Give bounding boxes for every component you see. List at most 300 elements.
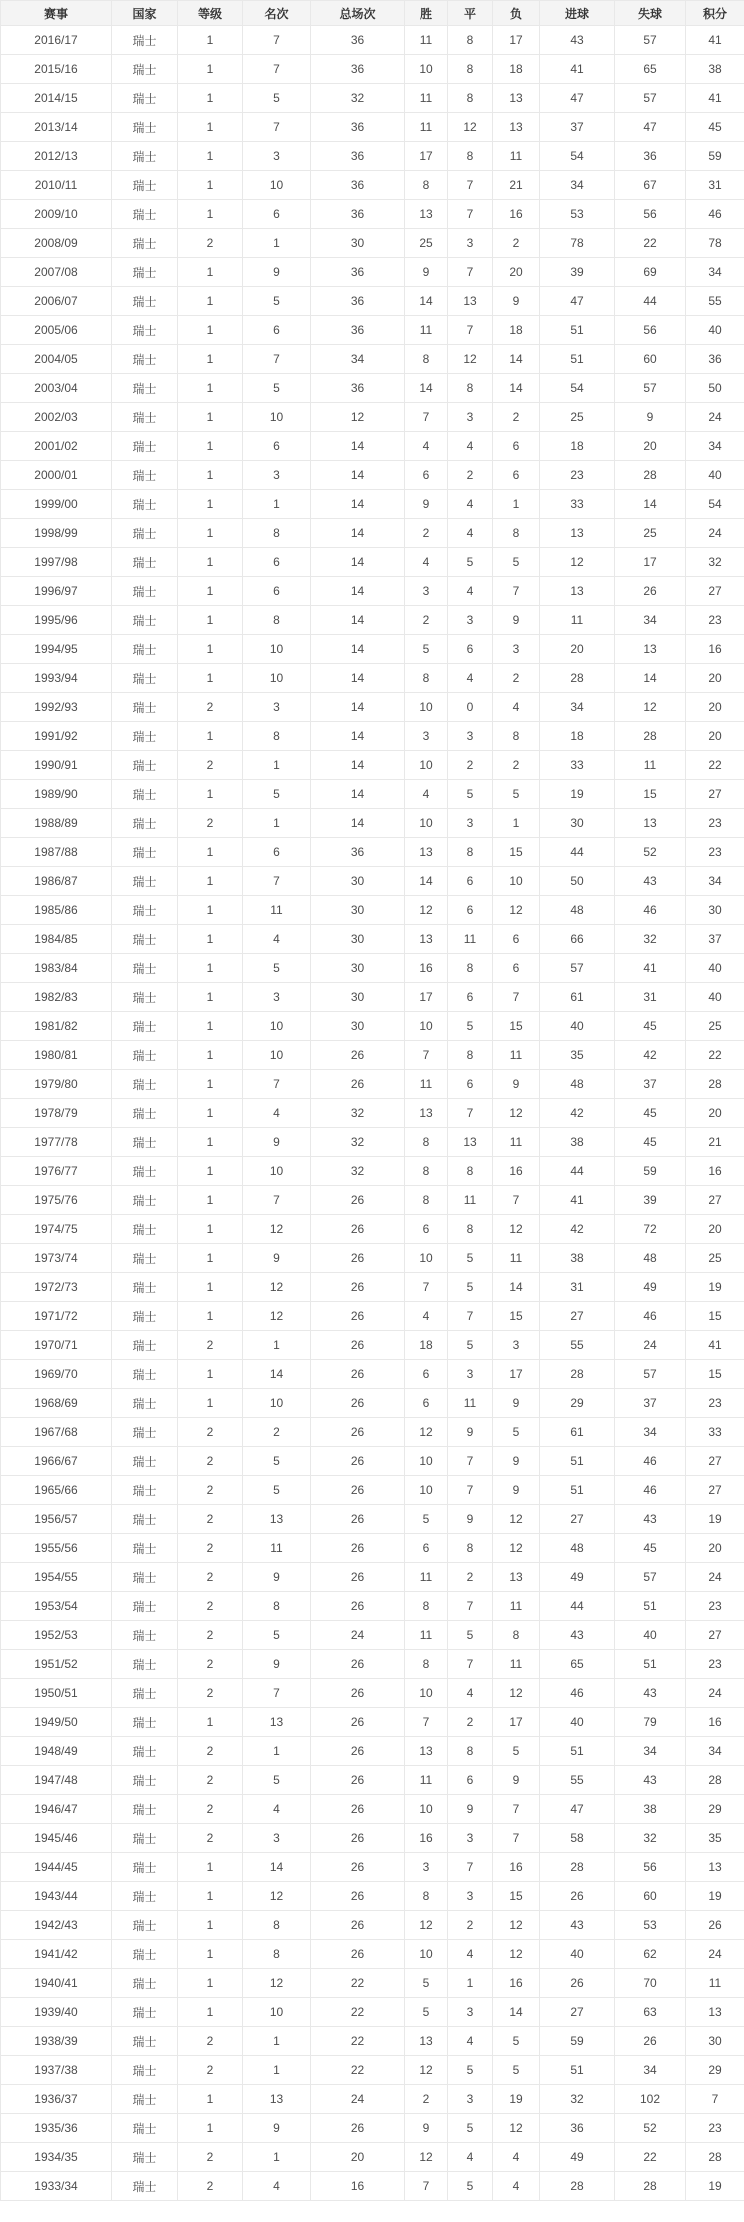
cell-rank: 1: [243, 490, 311, 519]
cell-matches: 32: [311, 1157, 405, 1186]
cell-goals_for: 28: [540, 2172, 615, 2201]
table-row: [1, 1969, 744, 1998]
cell-matches: 30: [311, 925, 405, 954]
cell-level: 1: [178, 1911, 243, 1940]
cell-points: 41: [686, 26, 744, 55]
cell-draws: 8: [448, 374, 493, 403]
cell-goals_against: 39: [615, 1186, 686, 1215]
cell-wins: 10: [405, 1795, 448, 1824]
cell-losses: 12: [493, 1679, 540, 1708]
table-row: [1, 954, 744, 983]
cell-level: 2: [178, 1650, 243, 1679]
cell-matches: 26: [311, 2114, 405, 2143]
table-row: [1, 838, 744, 867]
cell-draws: 4: [448, 432, 493, 461]
cell-goals_against: 52: [615, 838, 686, 867]
cell-wins: 8: [405, 1592, 448, 1621]
cell-goals_for: 40: [540, 1708, 615, 1737]
cell-points: 27: [686, 1447, 744, 1476]
cell-losses: 12: [493, 1911, 540, 1940]
table-row: [1, 925, 744, 954]
cell-goals_for: 55: [540, 1766, 615, 1795]
table-row: [1, 809, 744, 838]
cell-rank: 1: [243, 1331, 311, 1360]
cell-wins: 4: [405, 780, 448, 809]
cell-points: 24: [686, 1563, 744, 1592]
table-row: [1, 2143, 744, 2172]
cell-losses: 10: [493, 867, 540, 896]
cell-country: 瑞士: [112, 1070, 178, 1099]
cell-wins: 7: [405, 1273, 448, 1302]
cell-matches: 14: [311, 548, 405, 577]
cell-matches: 32: [311, 1128, 405, 1157]
cell-season: 1999/00: [1, 490, 112, 519]
cell-losses: 3: [493, 1331, 540, 1360]
cell-level: 1: [178, 1012, 243, 1041]
cell-season: 1994/95: [1, 635, 112, 664]
cell-country: 瑞士: [112, 664, 178, 693]
cell-points: 24: [686, 519, 744, 548]
cell-points: 20: [686, 1099, 744, 1128]
cell-country: 瑞士: [112, 1766, 178, 1795]
table-row: [1, 780, 744, 809]
cell-rank: 3: [243, 693, 311, 722]
cell-losses: 2: [493, 229, 540, 258]
column-header-losses: 负: [493, 1, 540, 26]
cell-country: 瑞士: [112, 2056, 178, 2085]
cell-level: 1: [178, 113, 243, 142]
cell-country: 瑞士: [112, 838, 178, 867]
cell-goals_for: 61: [540, 983, 615, 1012]
cell-losses: 15: [493, 838, 540, 867]
cell-wins: 10: [405, 1476, 448, 1505]
cell-goals_for: 25: [540, 403, 615, 432]
cell-goals_against: 41: [615, 954, 686, 983]
cell-wins: 7: [405, 2172, 448, 2201]
cell-season: 1966/67: [1, 1447, 112, 1476]
cell-matches: 26: [311, 1824, 405, 1853]
cell-draws: 3: [448, 722, 493, 751]
cell-points: 31: [686, 171, 744, 200]
cell-goals_against: 40: [615, 1621, 686, 1650]
cell-season: 1991/92: [1, 722, 112, 751]
cell-points: 25: [686, 1012, 744, 1041]
cell-losses: 7: [493, 1795, 540, 1824]
cell-matches: 26: [311, 1244, 405, 1273]
cell-wins: 11: [405, 113, 448, 142]
column-header-country: 国家: [112, 1, 178, 26]
cell-losses: 2: [493, 664, 540, 693]
cell-goals_for: 12: [540, 548, 615, 577]
cell-goals_for: 51: [540, 345, 615, 374]
cell-goals_for: 38: [540, 1128, 615, 1157]
cell-season: 1955/56: [1, 1534, 112, 1563]
cell-country: 瑞士: [112, 171, 178, 200]
cell-goals_against: 38: [615, 1795, 686, 1824]
cell-losses: 12: [493, 1215, 540, 1244]
cell-draws: 11: [448, 1186, 493, 1215]
table-row: [1, 490, 744, 519]
cell-goals_against: 56: [615, 1853, 686, 1882]
cell-season: 2012/13: [1, 142, 112, 171]
cell-goals_for: 39: [540, 258, 615, 287]
cell-season: 2007/08: [1, 258, 112, 287]
cell-matches: 36: [311, 171, 405, 200]
cell-level: 2: [178, 1563, 243, 1592]
cell-goals_against: 20: [615, 432, 686, 461]
cell-losses: 8: [493, 519, 540, 548]
cell-matches: 36: [311, 316, 405, 345]
cell-losses: 12: [493, 896, 540, 925]
cell-level: 1: [178, 316, 243, 345]
cell-country: 瑞士: [112, 1360, 178, 1389]
cell-goals_against: 34: [615, 1737, 686, 1766]
cell-country: 瑞士: [112, 1679, 178, 1708]
cell-matches: 36: [311, 55, 405, 84]
cell-level: 1: [178, 1041, 243, 1070]
cell-goals_for: 41: [540, 55, 615, 84]
cell-goals_for: 31: [540, 1273, 615, 1302]
cell-country: 瑞士: [112, 2085, 178, 2114]
cell-level: 2: [178, 1737, 243, 1766]
cell-season: 1990/91: [1, 751, 112, 780]
cell-goals_for: 54: [540, 374, 615, 403]
cell-draws: 9: [448, 1505, 493, 1534]
cell-losses: 9: [493, 606, 540, 635]
cell-draws: 5: [448, 1331, 493, 1360]
cell-rank: 10: [243, 1041, 311, 1070]
cell-matches: 22: [311, 2027, 405, 2056]
cell-draws: 3: [448, 606, 493, 635]
cell-matches: 26: [311, 1360, 405, 1389]
cell-losses: 14: [493, 1273, 540, 1302]
cell-draws: 6: [448, 1070, 493, 1099]
cell-level: 1: [178, 403, 243, 432]
cell-country: 瑞士: [112, 2172, 178, 2201]
cell-draws: 8: [448, 838, 493, 867]
cell-country: 瑞士: [112, 1940, 178, 1969]
table-row: [1, 1012, 744, 1041]
column-header-season: 赛事: [1, 1, 112, 26]
cell-season: 1967/68: [1, 1418, 112, 1447]
cell-goals_against: 42: [615, 1041, 686, 1070]
cell-rank: 12: [243, 1882, 311, 1911]
cell-losses: 9: [493, 287, 540, 316]
cell-level: 1: [178, 780, 243, 809]
cell-goals_for: 26: [540, 1969, 615, 1998]
cell-matches: 14: [311, 490, 405, 519]
table-row: [1, 693, 744, 722]
cell-rank: 8: [243, 1911, 311, 1940]
cell-goals_against: 45: [615, 1128, 686, 1157]
cell-rank: 9: [243, 1244, 311, 1273]
cell-level: 1: [178, 200, 243, 229]
cell-losses: 11: [493, 142, 540, 171]
cell-goals_against: 36: [615, 142, 686, 171]
cell-wins: 10: [405, 751, 448, 780]
table-row: [1, 258, 744, 287]
cell-losses: 6: [493, 925, 540, 954]
cell-level: 1: [178, 1099, 243, 1128]
cell-matches: 14: [311, 432, 405, 461]
cell-country: 瑞士: [112, 200, 178, 229]
cell-draws: 5: [448, 2114, 493, 2143]
cell-draws: 6: [448, 635, 493, 664]
cell-rank: 5: [243, 1476, 311, 1505]
cell-level: 1: [178, 1389, 243, 1418]
table-row: [1, 1592, 744, 1621]
cell-wins: 11: [405, 316, 448, 345]
cell-goals_for: 48: [540, 1534, 615, 1563]
cell-season: 2010/11: [1, 171, 112, 200]
cell-points: 27: [686, 1476, 744, 1505]
cell-goals_for: 41: [540, 1186, 615, 1215]
cell-matches: 26: [311, 1215, 405, 1244]
cell-losses: 21: [493, 171, 540, 200]
cell-rank: 10: [243, 1012, 311, 1041]
cell-level: 1: [178, 55, 243, 84]
cell-wins: 11: [405, 1621, 448, 1650]
cell-level: 1: [178, 896, 243, 925]
cell-country: 瑞士: [112, 461, 178, 490]
cell-draws: 8: [448, 954, 493, 983]
cell-goals_for: 42: [540, 1099, 615, 1128]
cell-season: 2014/15: [1, 84, 112, 113]
cell-matches: 14: [311, 722, 405, 751]
cell-matches: 14: [311, 606, 405, 635]
cell-goals_for: 51: [540, 1476, 615, 1505]
cell-country: 瑞士: [112, 2114, 178, 2143]
cell-season: 1970/71: [1, 1331, 112, 1360]
cell-goals_against: 22: [615, 229, 686, 258]
cell-season: 1980/81: [1, 1041, 112, 1070]
cell-level: 1: [178, 519, 243, 548]
cell-points: 24: [686, 1940, 744, 1969]
cell-country: 瑞士: [112, 577, 178, 606]
cell-matches: 36: [311, 838, 405, 867]
cell-wins: 9: [405, 258, 448, 287]
cell-goals_for: 28: [540, 664, 615, 693]
cell-goals_against: 69: [615, 258, 686, 287]
cell-level: 2: [178, 1534, 243, 1563]
cell-season: 1977/78: [1, 1128, 112, 1157]
cell-country: 瑞士: [112, 1186, 178, 1215]
cell-goals_for: 18: [540, 432, 615, 461]
cell-season: 1992/93: [1, 693, 112, 722]
cell-level: 1: [178, 838, 243, 867]
cell-level: 1: [178, 1882, 243, 1911]
cell-wins: 10: [405, 1012, 448, 1041]
cell-goals_against: 32: [615, 1824, 686, 1853]
cell-rank: 10: [243, 1998, 311, 2027]
cell-rank: 7: [243, 867, 311, 896]
cell-wins: 12: [405, 2143, 448, 2172]
cell-season: 1948/49: [1, 1737, 112, 1766]
cell-country: 瑞士: [112, 896, 178, 925]
cell-losses: 5: [493, 2056, 540, 2085]
cell-points: 23: [686, 2114, 744, 2143]
cell-country: 瑞士: [112, 1389, 178, 1418]
cell-rank: 5: [243, 84, 311, 113]
cell-wins: 10: [405, 55, 448, 84]
cell-draws: 2: [448, 1708, 493, 1737]
cell-losses: 11: [493, 1128, 540, 1157]
table-row: [1, 1621, 744, 1650]
cell-matches: 26: [311, 1070, 405, 1099]
cell-matches: 34: [311, 345, 405, 374]
cell-losses: 1: [493, 490, 540, 519]
cell-points: 20: [686, 1534, 744, 1563]
cell-losses: 5: [493, 1737, 540, 1766]
cell-points: 29: [686, 2056, 744, 2085]
cell-wins: 18: [405, 1331, 448, 1360]
cell-country: 瑞士: [112, 983, 178, 1012]
cell-draws: 4: [448, 664, 493, 693]
cell-goals_for: 51: [540, 2056, 615, 2085]
cell-wins: 10: [405, 1940, 448, 1969]
cell-country: 瑞士: [112, 258, 178, 287]
cell-points: 27: [686, 1186, 744, 1215]
cell-draws: 7: [448, 171, 493, 200]
cell-goals_for: 13: [540, 519, 615, 548]
cell-level: 2: [178, 1447, 243, 1476]
cell-points: 13: [686, 1853, 744, 1882]
table-row: [1, 287, 744, 316]
cell-points: 20: [686, 693, 744, 722]
cell-matches: 16: [311, 2172, 405, 2201]
cell-goals_against: 65: [615, 55, 686, 84]
cell-season: 1993/94: [1, 664, 112, 693]
cell-season: 1940/41: [1, 1969, 112, 1998]
cell-country: 瑞士: [112, 1534, 178, 1563]
cell-goals_for: 43: [540, 1621, 615, 1650]
cell-draws: 5: [448, 1012, 493, 1041]
cell-points: 24: [686, 1679, 744, 1708]
cell-season: 1938/39: [1, 2027, 112, 2056]
cell-level: 1: [178, 142, 243, 171]
cell-goals_against: 56: [615, 200, 686, 229]
cell-level: 2: [178, 1331, 243, 1360]
cell-wins: 8: [405, 1882, 448, 1911]
cell-season: 1968/69: [1, 1389, 112, 1418]
cell-wins: 8: [405, 1128, 448, 1157]
cell-points: 35: [686, 1824, 744, 1853]
cell-level: 2: [178, 2056, 243, 2085]
cell-wins: 8: [405, 1650, 448, 1679]
cell-country: 瑞士: [112, 1099, 178, 1128]
cell-country: 瑞士: [112, 867, 178, 896]
column-header-goals_against: 失球: [615, 1, 686, 26]
cell-matches: 36: [311, 142, 405, 171]
cell-season: 1988/89: [1, 809, 112, 838]
cell-draws: 4: [448, 490, 493, 519]
cell-draws: 2: [448, 751, 493, 780]
table-row: [1, 1795, 744, 1824]
cell-losses: 6: [493, 432, 540, 461]
cell-points: 23: [686, 809, 744, 838]
cell-rank: 10: [243, 1157, 311, 1186]
cell-losses: 5: [493, 548, 540, 577]
cell-goals_against: 26: [615, 577, 686, 606]
cell-draws: 7: [448, 1650, 493, 1679]
cell-wins: 4: [405, 1302, 448, 1331]
table-row: [1, 1128, 744, 1157]
cell-wins: 17: [405, 142, 448, 171]
cell-rank: 8: [243, 519, 311, 548]
cell-wins: 11: [405, 84, 448, 113]
cell-country: 瑞士: [112, 1418, 178, 1447]
cell-season: 1998/99: [1, 519, 112, 548]
column-header-rank: 名次: [243, 1, 311, 26]
cell-goals_for: 23: [540, 461, 615, 490]
cell-season: 1981/82: [1, 1012, 112, 1041]
table-row: [1, 867, 744, 896]
cell-points: 34: [686, 258, 744, 287]
cell-wins: 10: [405, 1447, 448, 1476]
cell-goals_against: 24: [615, 1331, 686, 1360]
cell-country: 瑞士: [112, 113, 178, 142]
table-row: [1, 1215, 744, 1244]
cell-rank: 10: [243, 664, 311, 693]
cell-matches: 26: [311, 1737, 405, 1766]
table-row: [1, 606, 744, 635]
cell-matches: 26: [311, 1940, 405, 1969]
cell-wins: 13: [405, 2027, 448, 2056]
cell-points: 28: [686, 1766, 744, 1795]
table-row: [1, 1244, 744, 1273]
cell-matches: 26: [311, 1679, 405, 1708]
cell-season: 2001/02: [1, 432, 112, 461]
cell-wins: 13: [405, 1737, 448, 1766]
cell-losses: 4: [493, 693, 540, 722]
cell-rank: 9: [243, 1128, 311, 1157]
cell-season: 1987/88: [1, 838, 112, 867]
cell-level: 1: [178, 1708, 243, 1737]
cell-matches: 30: [311, 983, 405, 1012]
cell-losses: 7: [493, 983, 540, 1012]
cell-rank: 8: [243, 606, 311, 635]
cell-goals_for: 32: [540, 2085, 615, 2114]
cell-goals_for: 27: [540, 1998, 615, 2027]
cell-points: 19: [686, 2172, 744, 2201]
cell-rank: 11: [243, 1534, 311, 1563]
cell-level: 1: [178, 1360, 243, 1389]
cell-country: 瑞士: [112, 693, 178, 722]
cell-goals_for: 35: [540, 1041, 615, 1070]
cell-goals_for: 42: [540, 1215, 615, 1244]
cell-rank: 14: [243, 1360, 311, 1389]
cell-season: 1944/45: [1, 1853, 112, 1882]
cell-wins: 8: [405, 171, 448, 200]
cell-rank: 10: [243, 403, 311, 432]
cell-losses: 15: [493, 1302, 540, 1331]
cell-rank: 5: [243, 1447, 311, 1476]
cell-goals_for: 18: [540, 722, 615, 751]
cell-losses: 15: [493, 1882, 540, 1911]
cell-points: 19: [686, 1273, 744, 1302]
cell-points: 40: [686, 461, 744, 490]
cell-rank: 6: [243, 548, 311, 577]
cell-level: 2: [178, 1505, 243, 1534]
cell-goals_against: 46: [615, 896, 686, 925]
cell-rank: 9: [243, 1650, 311, 1679]
cell-goals_for: 50: [540, 867, 615, 896]
cell-country: 瑞士: [112, 403, 178, 432]
cell-goals_against: 57: [615, 1360, 686, 1389]
table-row: [1, 1418, 744, 1447]
cell-points: 27: [686, 577, 744, 606]
cell-goals_against: 43: [615, 1505, 686, 1534]
